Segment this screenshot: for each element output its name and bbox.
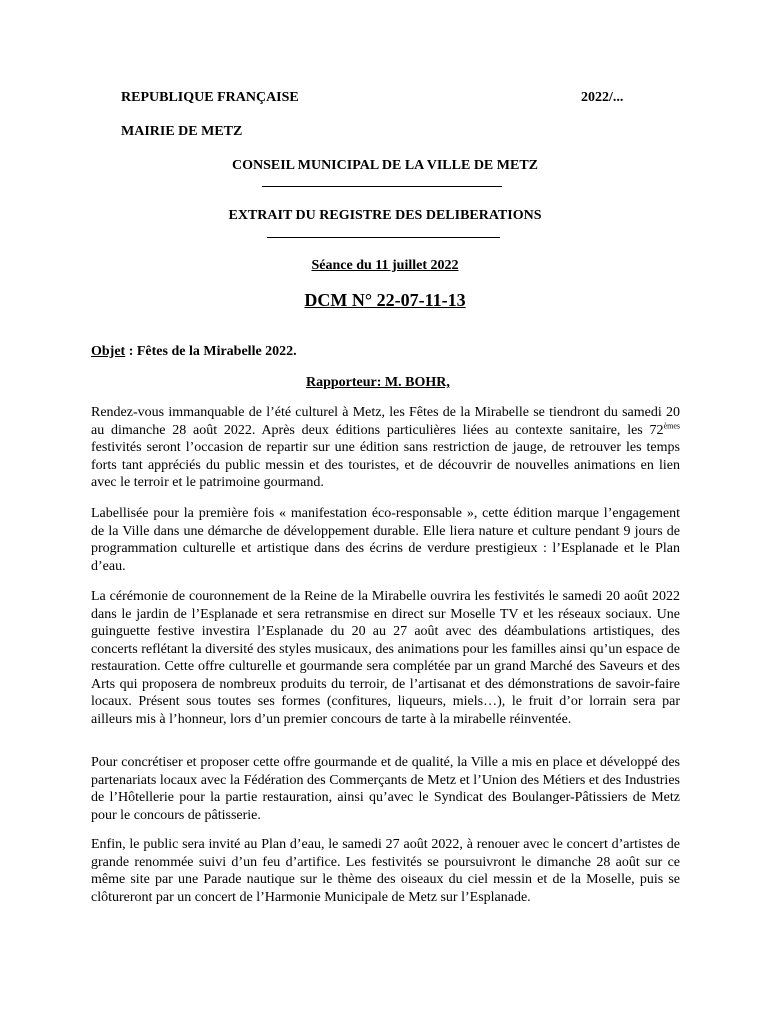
paragraph-1	[91, 404, 680, 492]
republic-heading: REPUBLIQUE FRANÇAISE	[121, 90, 299, 105]
mairie-heading: MAIRIE DE METZ	[121, 124, 243, 139]
objet-label: Objet	[91, 344, 126, 359]
paragraph-1-superscript: èmes	[663, 420, 680, 430]
paragraph-5	[91, 836, 680, 906]
paragraph-1-text-a: Rendez-vous immanquable de l’été culturel à Metz, les Fêtes de la Mirabelle se tiendront du samedi 20 au dimanche 28 août 2022. Après deux éditions particulières liées au contexte sanitaire, les 72	[91, 405, 680, 438]
conseil-heading: CONSEIL MUNICIPAL DE LA VILLE DE METZ	[232, 158, 538, 173]
extrait-heading: EXTRAIT DU REGISTRE DES DELIBERATIONS	[228, 208, 542, 223]
objet-line	[91, 344, 297, 360]
paragraph-2	[91, 505, 680, 575]
seance-date: Séance du 11 juillet 2022	[311, 258, 459, 273]
extrait-divider	[267, 237, 500, 238]
objet-text: : Fêtes de la Mirabelle 2022.	[125, 344, 297, 359]
dcm-number: DCM N° 22-07-11-13	[304, 290, 466, 310]
paragraph-4	[91, 754, 680, 824]
rapporteur: Rapporteur: M. BOHR,	[306, 375, 450, 390]
paragraph-3-text: La cérémonie de couronnement de la Reine de la Mirabelle ouvrira les festivités le samedi 20 août 2022 dans le jardin de l’Esplanade et sera retransmise en direct sur Moselle TV et les réseaux sociaux. Une guinguette festive investira l’Esplanade du 20 au 27 août avec des déambulations artistiques, des concerts reflétant la diversité des styles musicaux, des animations pour les familles ainsi qu’un espace de restauration. Cette offre culturelle et gourmande sera complétée par un grand Marché des Saveurs et des Arts qui proposera de nombreux produits du terroir, de l’artisanat et des démonstrations de savoir-faire locaux. Présent sous toutes ses formes (confitures, liqueurs, miels…), le fruit d’or lorrain sera par ailleurs mis à l’honneur, lors d’un premier concours de tarte à la mirabelle réinventée.	[91, 589, 680, 727]
conseil-divider	[262, 186, 502, 187]
paragraph-4-text: Pour concrétiser et proposer cette offre gourmande et de qualité, la Ville a mis en place et développé des partenariats locaux avec la Fédération des Commerçants de Metz et l’Union des Métiers et des Industries de l’Hôtellerie pour la partie restauration, ainsi qu’avec le Syndicat des Boulanger-Pâtissiers de Metz pour le concours de pâtisserie.	[91, 755, 680, 823]
paragraph-5-text: Enfin, le public sera invité au Plan d’eau, le samedi 27 août 2022, à renouer avec le concert d’artistes de grande renommée suivi d’un feu d’artifice. Les festivités se poursuivront le dimanche 28 août sur ce même site par une Parade nautique sur le thème des oiseaux du ciel messin et de la Moselle, puis se clôtureront par un concert de l’Harmonie Municipale de Metz sur l’Esplanade.	[91, 837, 680, 905]
deliberation-reference: 2022/...	[581, 90, 624, 105]
paragraph-1-text-b: festivités seront l’occasion de repartir sur une édition sans restriction de jauge, de retrouver les temps forts tant appréciés du public messin et des touristes, et de découvrir de nouvelles animations en lien avec le terroir et le patrimoine gourmand.	[91, 440, 680, 490]
paragraph-3	[91, 588, 680, 728]
paragraph-2-text: Labellisée pour la première fois « manifestation éco-responsable », cette édition marque l’engagement de la Ville dans une démarche de développement durable. Elle liera nature et culture pendant 9 jours de programmation culturelle et artistique dans des écrins de verdure prestigieux : l’Esplanade et le Plan d’eau.	[91, 506, 680, 574]
